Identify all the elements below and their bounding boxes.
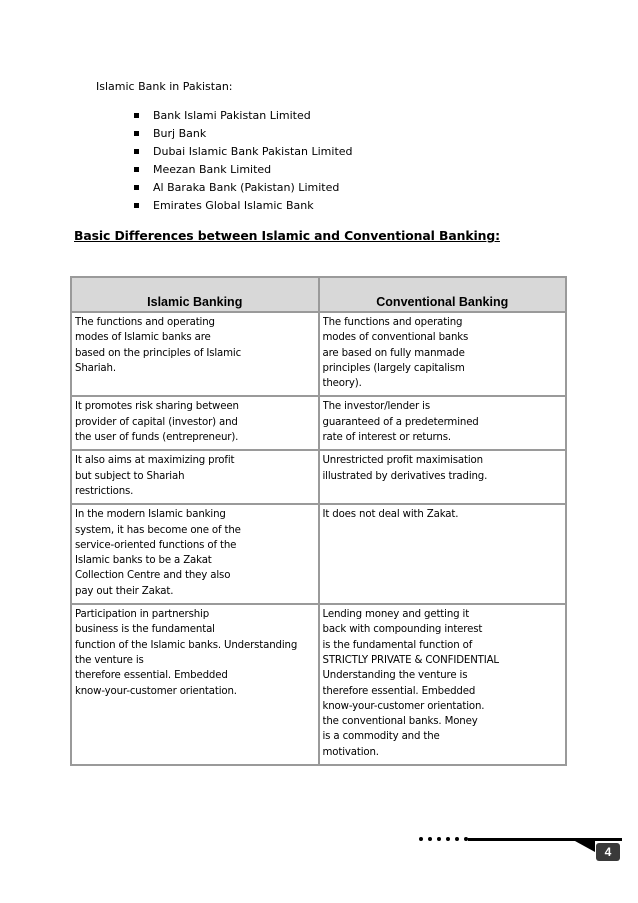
comparison-table xyxy=(70,276,567,766)
cell-conventional xyxy=(319,504,567,604)
page-number: 4 xyxy=(596,843,620,861)
cell-line: The functions and operating xyxy=(322,317,463,328)
cell-line: It does not deal with Zakat. xyxy=(322,509,459,521)
square-bullet-icon xyxy=(134,113,139,118)
cell-line: know-your-customer orientation. xyxy=(322,700,485,712)
square-bullet-icon xyxy=(134,185,139,190)
cell-line: It also aims at maximizing profit xyxy=(75,455,235,467)
cell-line: service-oriented functions of the xyxy=(75,539,237,551)
dot-icon xyxy=(455,837,459,841)
cell-line: provider of capital (investor) and xyxy=(75,416,238,428)
cell-line: know-your-customer orientation. xyxy=(75,685,237,697)
cell-line: business is the fundamental xyxy=(75,624,215,636)
cell-line: Shariah. xyxy=(75,362,116,374)
bank-name: Meezan Bank Limited xyxy=(153,163,272,176)
cell-line: Islamic banks to be a Zakat xyxy=(75,555,212,567)
table-body xyxy=(71,312,566,765)
bank-name: Emirates Global Islamic Bank xyxy=(153,199,314,212)
cell-conventional xyxy=(319,312,567,396)
square-bullet-icon xyxy=(134,131,139,136)
cell-line: Understanding the venture is xyxy=(322,670,468,682)
dot-icon xyxy=(428,837,432,841)
footer-wedge-icon xyxy=(575,841,595,852)
cell-islamic xyxy=(71,604,319,765)
cell-line: The functions and operating xyxy=(75,317,215,328)
square-bullet-icon xyxy=(134,167,139,172)
table-row xyxy=(71,312,566,396)
list-item xyxy=(134,181,353,199)
cell-line: system, it has become one of the xyxy=(75,524,241,536)
cell-line: modes of conventional banks xyxy=(322,332,469,344)
list-item xyxy=(134,145,353,163)
bank-name: Bank Islami Pakistan Limited xyxy=(153,109,311,122)
cell-line: Participation in partnership xyxy=(75,609,210,621)
cell-line: the conventional banks. Money xyxy=(322,716,478,728)
cell-line: function of the Islamic banks. Understanding xyxy=(75,639,298,651)
cell-line: motivation. xyxy=(322,746,379,758)
dot-icon xyxy=(437,837,441,841)
list-item xyxy=(134,163,353,181)
dot-icon xyxy=(446,837,450,841)
column-header-conventional xyxy=(319,277,567,312)
cell-line: illustrated by derivatives trading. xyxy=(322,470,488,482)
cell-line: It promotes risk sharing between xyxy=(75,401,239,413)
section-heading: Basic Differences between Islamic and Conventional Banking: xyxy=(74,228,500,243)
column-header-islamic xyxy=(71,277,319,312)
cell-conventional xyxy=(319,396,567,450)
square-bullet-icon xyxy=(134,203,139,208)
cell-line: Unrestricted profit maximisation xyxy=(322,455,483,467)
cell-line: therefore essential. Embedded xyxy=(322,685,476,697)
cell-line: theory). xyxy=(322,378,362,390)
cell-islamic xyxy=(71,396,319,450)
cell-line: back with compounding interest xyxy=(322,624,483,636)
cell-line: STRICTLY PRIVATE & CONFIDENTIAL xyxy=(322,654,499,666)
footer-rule xyxy=(468,838,622,841)
cell-line: is a commodity and the xyxy=(322,731,440,743)
cell-line: is the fundamental function of xyxy=(322,639,473,651)
cell-line: restrictions. xyxy=(75,485,134,497)
cell-line: therefore essential. Embedded xyxy=(75,670,228,682)
list-item xyxy=(134,127,353,145)
table-row xyxy=(71,450,566,504)
cell-line: The investor/lender is xyxy=(322,401,430,413)
cell-line: but subject to Shariah xyxy=(75,470,185,482)
table-header-row xyxy=(71,277,566,312)
column-header-label: Islamic Banking xyxy=(147,295,243,309)
cell-line: the venture is xyxy=(75,654,144,666)
column-header-label: Conventional Banking xyxy=(376,295,509,309)
bank-name: Al Baraka Bank (Pakistan) Limited xyxy=(153,181,340,194)
cell-conventional xyxy=(319,450,567,504)
cell-islamic xyxy=(71,504,319,604)
bank-name: Burj Bank xyxy=(153,127,207,140)
cell-conventional xyxy=(319,604,567,765)
cell-line: based on the principles of Islamic xyxy=(75,347,242,359)
dot-icon xyxy=(419,837,423,841)
list-item xyxy=(134,109,353,127)
table-row xyxy=(71,604,566,765)
cell-line: are based on fully manmade xyxy=(322,347,465,359)
cell-line: Lending money and getting it xyxy=(322,609,470,621)
cell-line: pay out their Zakat. xyxy=(75,585,174,597)
cell-line: guaranteed of a predetermined xyxy=(322,416,479,428)
cell-islamic xyxy=(71,312,319,396)
cell-line: principles (largely capitalism xyxy=(322,362,465,374)
table-row xyxy=(71,396,566,450)
table-row xyxy=(71,504,566,604)
intro-text: Islamic Bank in Pakistan: xyxy=(96,80,233,93)
cell-line: rate of interest or returns. xyxy=(322,432,451,444)
square-bullet-icon xyxy=(134,149,139,154)
footer-dots xyxy=(419,837,468,841)
cell-islamic xyxy=(71,450,319,504)
bank-list xyxy=(134,109,353,217)
cell-line: Collection Centre and they also xyxy=(75,570,231,582)
list-item xyxy=(134,199,353,217)
cell-line: In the modern Islamic banking xyxy=(75,509,226,521)
bank-name: Dubai Islamic Bank Pakistan Limited xyxy=(153,145,353,158)
cell-line: modes of Islamic banks are xyxy=(75,332,211,344)
cell-line: the user of funds (entrepreneur). xyxy=(75,432,239,444)
